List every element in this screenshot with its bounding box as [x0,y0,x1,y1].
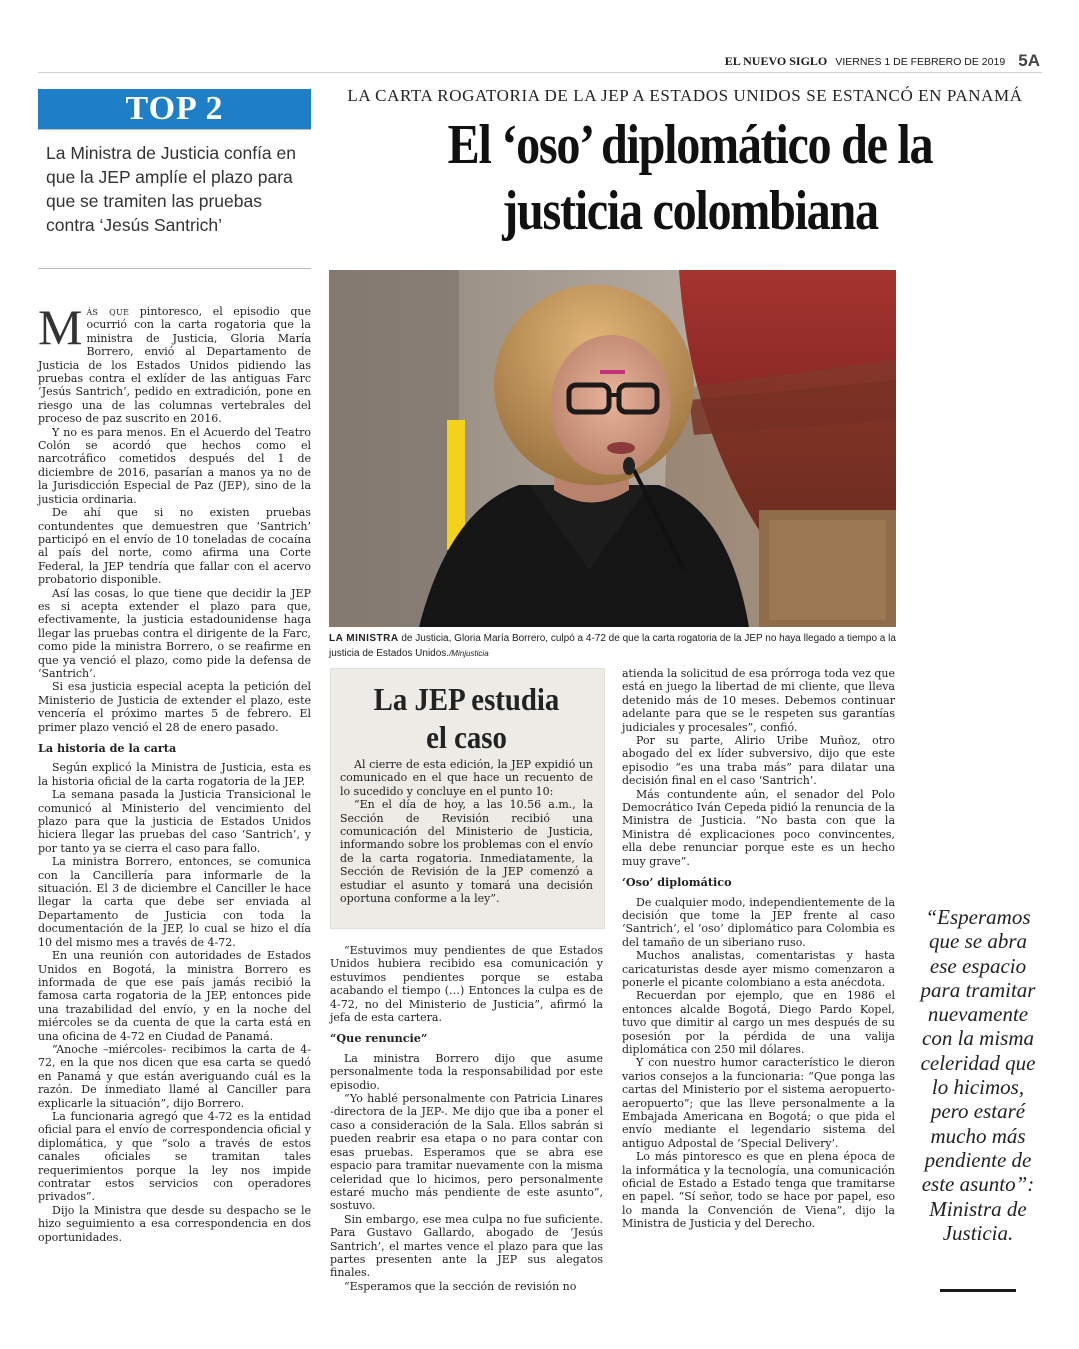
paragraph: Sin embargo, ese mea culpa no fue suficiente. Para Gustavo Gallardo, abogado de ‘Jesús Santrich’, el martes vence el plazo para que las partes presenten ante la JEP sus alegatos finales. [330,1212,603,1280]
subheading-oso: ‘Oso’ diplomático [622,875,732,890]
top2-summary: La Ministra de Justicia confía en que la JEP amplíe el plazo para que se tramiten las pruebas contra ‘Jesús Santrich’ [46,143,296,235]
sidebar-paragraph: “En el día de hoy, a las 10.56 a.m., la Sección de Revisión recibió una comunicación del Ministerio de Justicia, informando sobre los problemas con el envío de la carta rogatoria. Inmediatamente, la Sección de Revisión de la JEP comenzó a estudiar el asunto y tomará una decisión oportuna conforme a la ley”. [340,798,593,906]
paragraph: Y no es para menos. En el Acuerdo del Teatro Colón se acordó que hechos como el narcotráfico cometidos después del 1 de diciembre de 2016, pasarían a manos ya no de la Jurisdicción Especial de Paz (JEP), sino de la justicia ordinaria. [38,425,311,506]
issue-date: VIERNES 1 DE FEBRERO DE 2019 [835,56,1006,68]
newspaper-name: EL NUEVO SIGLO [724,54,828,68]
page-number: 5A [1018,51,1040,70]
caption-text: de Justicia, Gloria María Borrero, culpó a 4-72 de que la carta rogatoria de la JEP no haya llegado a tiempo a la justicia de Estados Unidos. [329,633,896,659]
pull-quote: “Esperamos que se abra ese espacio para tramitar nuevamente con la misma celeridad que lo hicimos, pero estaré mucho más pendiente de este asunto”: Ministra de Justicia. [920,905,1036,1245]
article-column-1 [38,299,311,1244]
lead-smallcaps: ás que [86,305,130,318]
subheading-renuncie: “Que renuncie” [330,1031,428,1046]
sidebar-body [340,758,593,905]
headline-line-1: El ‘oso’ diplomático de la [447,114,933,176]
sidebar-title-line-2: el caso [426,719,507,755]
subheading-historia: La historia de la carta [38,741,177,755]
sidebar-paragraph: Al cierre de esta edición, la JEP expidió un comunicado en el que hace un recuento de lo sucedido y concluye en el punto 10: [340,758,593,798]
paragraph: Más contundente aún, el senador del Polo Democrático Iván Cepeda pidió la renuncia de la Ministra de Justicia. “No basta con que la Ministra dé explicaciones poco convincentes, ella debe renunciar porque este es un hecho muy grave”. [622,787,895,868]
paragraph: “Anoche –miércoles- recibimos la carta de 4-72, en la que nos dicen que esa carta se quedó en Panamá y que están averiguando cuál es la razón. De inmediato llamé al Canciller para explicarle la situación”, dijo Borrero. [38,1042,311,1110]
article-photo [329,270,896,627]
paragraph: atienda la solicitud de esa prórroga toda vez que está en juego la libertad de mi cliente, que lleva detenido más de 10 meses. Debemos continuar adelante para que se le respeten sus garantías judiciales y procesales”, confió. [622,667,895,734]
paragraph: Así las cosas, lo que tiene que decidir la JEP es si acepta extender el plazo para que, efectivamente, la justicia estadounidense haga llegar las pruebas contra el dirigente de la Farc, como pide la ministra Borrero, o se reafirme en que ya venció el plazo, como pide la defensa de ‘Santrich’. [38,586,311,680]
paragraph: Según explicó la Ministra de Justicia, esta es la historia oficial de la carta rogatoria de la JEP. [38,761,311,788]
header-divider [38,72,1042,73]
paragraph: Por su parte, Alirio Uribe Muñoz, otro abogado del ex líder subversivo, dijo que este episodio “es una traba más” para dilatar una decisión final en el caso ‘Santrich’. [622,734,895,788]
article-column-2 [330,944,603,1293]
top2-banner: TOP 2 [38,89,311,129]
paragraph: Recuerdan por ejemplo, que en 1986 el entonces alcalde Bogotá, Diego Pardo Kopel, tuvo que dimitir al cargo un mes después de su posesión por la pérdida de una valija diplomática con 250 mil dólares. [622,989,895,1056]
paragraph: Y con nuestro humor característico le dieron varios consejos a la funcionaria: “Que ponga las cartas del Ministerio por el sistema aeropuerto-aeropuerto”; que las lleve personalmente a la Embajada Americana en Bogotá; o que pida el envío mediante el legendario sistema del antiguo Adpostal de ‘Special Delivery’. [622,1056,895,1150]
paragraph: De ahí que si no existen pruebas contundentes que demuestren que ‘Santrich’ participó en el envío de 10 toneladas de cocaína al país del norte, como afirma una Corte Federal, la JEP tendría que fallar con el acervo probatorio disponible. [38,506,311,587]
paragraph: Dijo la Ministra que desde su despacho se le hizo seguimiento a esa correspondencia en dos oportunidades. [38,1203,311,1244]
paragraph: “Yo hablé personalmente con Patricia Linares -directora de la JEP-. Me dijo que iba a poner el caso a consideración de la Sala. Ellos sabrán si pueden reabrir esa etapa o no para contar con esas pruebas. Esperamos que se abra ese espacio para tramitar nuevamente con la misma celeridad que lo hicimos, pero personalmente estaré mucho más pendiente de este asunto”, sostuvo. [330,1092,603,1213]
headline-line-2: justicia colombiana [502,180,878,242]
top2-divider [38,129,311,130]
sidebar-title [344,680,590,756]
paragraph: “Estuvimos muy pendientes de que Estados Unidos hubiera recibido esa comunicación y estuvimos pendientes porque se estaba acabando el tiempo (…) Entonces la culpa es de 4-72, no del Ministerio de Justicia”, afirmó la jefa de esta cartera. [330,944,603,1025]
article-column-3 [622,667,895,1231]
lead-paragraph: Más que pintoresco, el episodio que ocurrió con la carta rogatoria que la ministra de Justicia, Gloria María Borrero, envió al Departamento de Justicia de los Estados Unidos pidiendo las pruebas contra el exlíder de las antiguas Farc ‘Jesús Santrich’, pedido en extradición, pone en riesgo una de las columnas vertebrales del proceso de paz suscrito en 2016. [38,299,311,426]
photo-credit: /Minjusticia [449,649,489,658]
top2-bottom-divider [38,268,311,269]
paragraph: De cualquier modo, independientemente de la decisión que tome la JEP frente al caso ‘Santrich’, el ‘oso’ diplomático para Colombia es del tamaño de un siberiano ruso. [622,895,895,949]
sidebar-title-line-1: La JEP estudia [373,681,560,717]
page-header [700,50,1040,72]
photo-caption [329,631,896,661]
paragraph: Lo más pintoresco es que en plena época de la informática y la tecnología, una comunicación oficial de Estado a Estado tenga que tramitarse en papel. “Sí señor, todo se hace por papel, eso lo manda la Convención de Viena”, dijo la Ministra de Justicia y del Derecho. [622,1150,895,1231]
paragraph: Muchos analistas, comentaristas y hasta caricaturistas desde ayer mismo comenzaron a ponerle el picante colombiano a esta anécdota. [622,949,895,989]
pull-quote-rule [940,1289,1016,1292]
paragraph: “Esperamos que la sección de revisión no [344,1279,577,1293]
paragraph: La semana pasada la Justicia Transicional le comunicó al Ministerio del vencimiento del plazo para que la justicia de Estados Unidos hiciera llegar las pruebas del caso ‘Santrich’, y por tanto ya se cierra el caso para fallo. [38,788,311,855]
paragraph: En una reunión con autoridades de Estados Unidos en Bogotá, la ministra Borrero es informada de que ese país jamás recibió la famosa carta rogatoria de la JEP, entonces pide una trazabilidad del envío, y en la noche del miércoles se da cuenta de que la carta está en una oficina de 4-72 en Ciudad de Panamá. [38,949,311,1043]
article-kicker: LA CARTA ROGATORIA DE LA JEP A ESTADOS UNIDOS SE ESTANCÓ EN PANAMÁ [347,86,1023,105]
paragraph: Si esa justicia especial acepta la petición del Ministerio de Justicia de extender el plazo, este vencería el próximo martes 5 de febrero. El primer plazo venció el 28 de enero pasado. [38,680,311,734]
article-headline [393,112,986,244]
drop-cap: M [38,299,83,355]
paragraph: La ministra Borrero, entonces, se comunica con la Cancillería para informarle de la situación. El 3 de diciembre el Canciller le hace llegar la carta que debe ser enviada al Departamento de Justicia con toda la documentación de la JEP, lo cual se hizo el día 10 del mismo mes a través de 4-72. [38,855,311,949]
paragraph: La ministra Borrero dijo que asume personalmente toda la responsabilidad por este episodio. [330,1051,603,1092]
paragraph: La funcionaria agregó que 4-72 es la entidad oficial para el envío de correspondencia oficial y diplomática, y que “solo a través de estos canales oficiales se tramitan tales requerimientos porque la ley nos impide contratar estos servicios con operadores privados”. [38,1109,311,1204]
caption-lead: LA MINISTRA [329,633,399,644]
minister-photo-illustration [329,270,896,627]
